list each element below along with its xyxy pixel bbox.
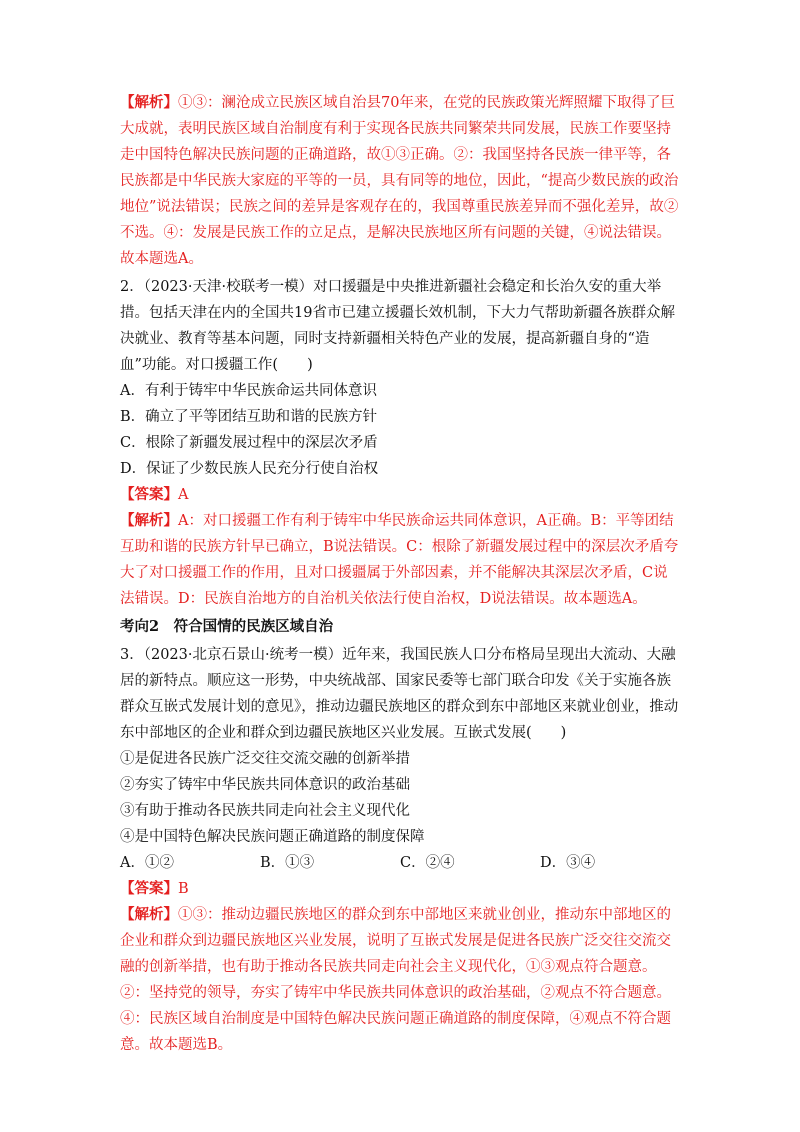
question-3-option-a: A．①② bbox=[120, 855, 174, 871]
analysis-label: 【解析】 bbox=[120, 94, 178, 111]
answer-label: 【答案】 bbox=[120, 880, 178, 897]
question-3-statement-2: ②夯实了铸牢中华民族共同体意识的政治基础 bbox=[120, 777, 410, 793]
question-2-option-d: D．保证了少数民族人民充分行使自治权 bbox=[120, 461, 379, 477]
question-3-answer bbox=[120, 876, 680, 902]
question-3-statement-4: ④是中国特色解决民族问题正确道路的制度保障 bbox=[120, 829, 425, 845]
question-2-option-c: C．根除了新疆发展过程中的深层次矛盾 bbox=[120, 435, 378, 451]
question-3-stem: 3．（2023·北京石景山·统考一模）近年来，我国民族人口分布格局呈现出大流动、大融居的新特点。顺应这一形势，中央统战部、国家民委等七部门联合印发《关于实施各族群众互嵌式发展计划的意见》，推动边疆民族地区的群众到东中部地区来就业创业，推动东中部地区的企业和群众到边疆民族地区兴业发展。互嵌式发展( ) bbox=[120, 647, 679, 741]
question-2-stem: 2．（2023·天津·校联考一模）对口援疆是中央推进新疆社会稳定和长治久安的重大举措。包括天津在内的全国共19省市已建立援疆长效机制，下大力气帮助新疆各族群众解决就业、教育等基本问题，同时支持新疆相关特色产业的发展，提高新疆自身的“造血”功能。对口援疆工作( ) bbox=[120, 279, 675, 373]
answer-value: B bbox=[178, 881, 189, 897]
answer-value: A bbox=[178, 487, 189, 503]
question-2-analysis bbox=[120, 508, 680, 612]
analysis-text: ①③：推动边疆民族地区的群众到东中部地区来就业创业，推动东中部地区的企业和群众到边疆民族地区兴业发展，说明了互嵌式发展是促进各民族广泛交往交流交融的创新举措，也有助于推动各民族共同走向社会主义现代化，①③观点符合题意。②：坚持党的领导，夯实了铸牢中华民族共同体意识的政治基础，②观点不符合题意。④：民族区域自治制度是中国特色解决民族问题正确道路的制度保障，④观点不符合题意。故本题选B。 bbox=[120, 907, 671, 1053]
question-3-option-d: D．③④ bbox=[540, 855, 596, 871]
question-3-analysis bbox=[120, 902, 680, 1058]
analysis-label: 【解析】 bbox=[120, 906, 178, 923]
page-content bbox=[120, 90, 680, 1060]
analysis-text: ①③：澜沧成立民族区域自治县70年来，在党的民族政策光辉照耀下取得了巨大成就，表明民族区域自治制度有利于实现各民族共同繁荣共同发展，民族工作要坚持走中国特色解决民族问题的正确道路，故①③正确。②：我国坚持各民族一律平等，各民族都是中华民族大家庭的平等的一员，具有同等的地位，因此，“提高少数民族的政治地位”说法错误；民族之间的差异是客观存在的，我国尊重民族差异而不强化差异，故②不选。④：发展是民族工作的立足点，是解决民族地区所有问题的关键，④说法错误。故本题选A。 bbox=[120, 95, 679, 267]
analysis-label: 【解析】 bbox=[120, 512, 178, 529]
question-3-statement-3: ③有助于推动各民族共同走向社会主义现代化 bbox=[120, 803, 410, 819]
question-2-answer bbox=[120, 482, 680, 508]
analysis-text: A：对口援疆工作有利于铸牢中华民族命运共同体意识，A正确。B：平等团结互助和谐的民族方针早已确立，B说法错误。C：根除了新疆发展过程中的深层次矛盾夸大了对口援疆工作的作用，且对口援疆属于外部因素，并不能解决其深层次矛盾，C说法错误。D：民族自治地方的自治机关依法行使自治权，D说法错误。故本题选A。 bbox=[120, 513, 679, 607]
question-3-options bbox=[120, 850, 680, 876]
section-heading: 考向2 符合国情的民族区域自治 bbox=[120, 618, 334, 635]
question-3-option-c: C．②④ bbox=[400, 855, 455, 871]
question-2-option-b: B．确立了平等团结互助和谐的民族方针 bbox=[120, 409, 378, 425]
question-3-option-b: B．①③ bbox=[260, 855, 315, 871]
question-2-option-a: A．有利于铸牢中华民族命运共同体意识 bbox=[120, 383, 377, 399]
item1-analysis bbox=[120, 90, 680, 272]
question-3-statement-1: ①是促进各民族广泛交往交流交融的创新举措 bbox=[120, 751, 410, 767]
answer-label: 【答案】 bbox=[120, 486, 178, 503]
